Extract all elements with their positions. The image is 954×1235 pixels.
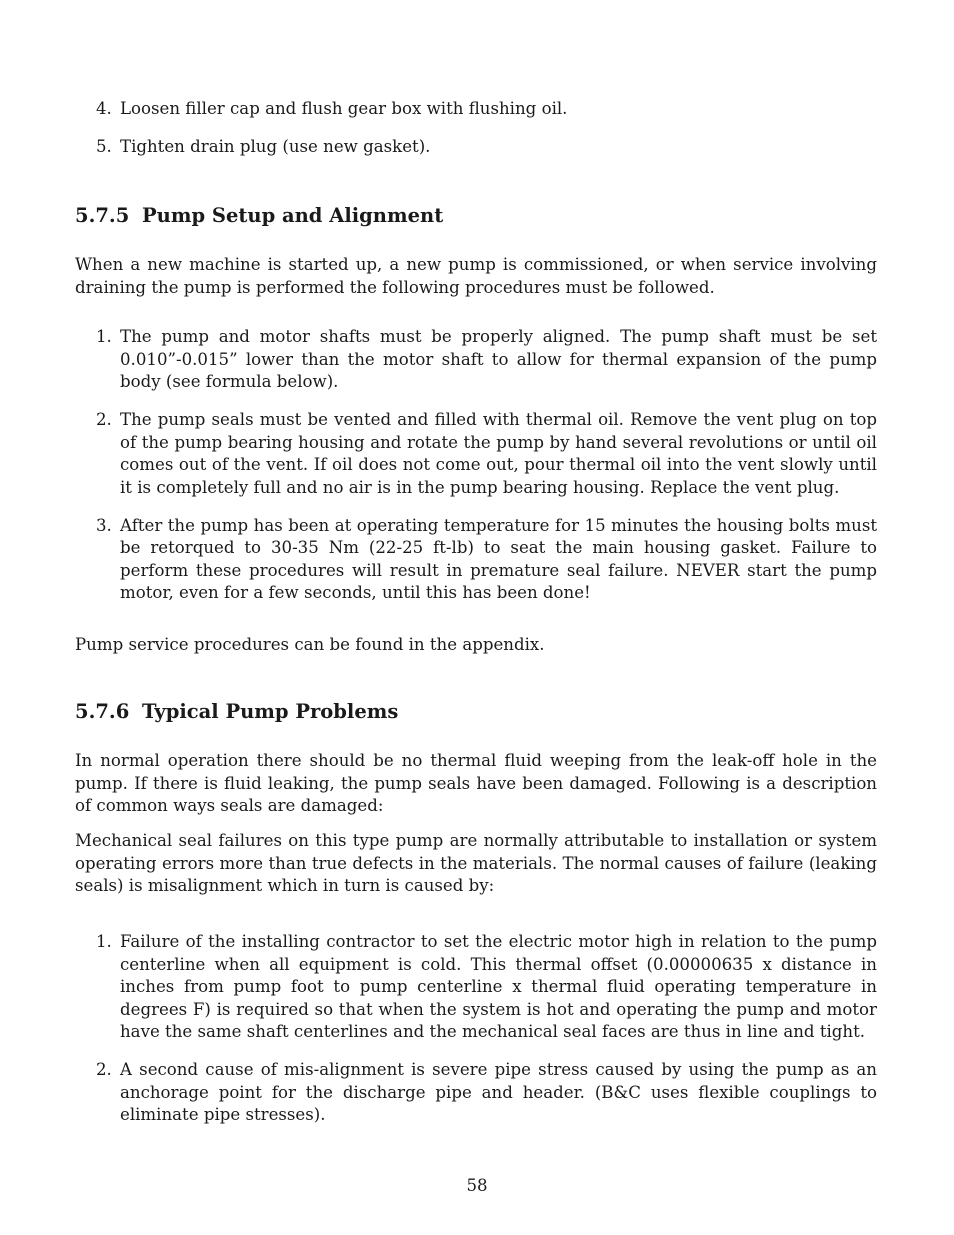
list-item-number: 3. bbox=[96, 515, 112, 535]
section-number: 5.7.5 bbox=[75, 204, 130, 227]
list-item-number: 4. bbox=[96, 99, 112, 118]
section-number: 5.7.6 bbox=[75, 700, 130, 723]
setup-procedure-list bbox=[75, 326, 877, 605]
list-item-text: Tighten drain plug (use new gasket). bbox=[120, 137, 431, 156]
section-title: Pump Setup and Alignment bbox=[142, 204, 444, 227]
list-item-text: Failure of the installing contractor to set the electric motor high in relation to the pump centerline when all equipment is cold. This thermal offset (0.00000635 x distance in inches from pump foot to pump centerline x thermal fluid operating temperature in degrees F) is required so that when the system is hot and operating the pump and motor have the same shaft centerlines and the mechanical seal faces are thus in line and tight. bbox=[120, 932, 877, 1041]
list-item bbox=[75, 409, 877, 499]
normal-operation-paragraph: In normal operation there should be no thermal fluid weeping from the leak-off hole in the pump. If there is fluid leaking, the pump seals have been damaged. Following is a description of common ways seals are damaged: bbox=[75, 751, 877, 815]
list-item-number: 1. bbox=[96, 932, 112, 951]
section-heading-5-7-6 bbox=[75, 700, 398, 724]
list-item-text: A second cause of mis-alignment is severe pipe stress caused by using the pump as an anchorage point for the discharge pipe and header. (B&C uses flexible couplings to eliminate pipe stresses). bbox=[120, 1060, 877, 1124]
list-item bbox=[75, 1059, 877, 1127]
misalignment-cause-list bbox=[75, 931, 877, 1127]
section-heading-5-7-5 bbox=[75, 204, 443, 228]
list-item-text: Loosen filler cap and flush gear box with flushing oil. bbox=[120, 99, 568, 118]
list-item bbox=[75, 931, 877, 1044]
list-item-number: 1. bbox=[96, 327, 112, 346]
list-item-text: The pump seals must be vented and filled with thermal oil. Remove the vent plug on top of the pump bearing housing and rotate the pump by hand several revolutions or until oil comes out of the vent. If oil does not come out, pour thermal oil into the vent slowly until it is completely full and no air is in the pump bearing housing. Replace the vent plug. bbox=[120, 410, 877, 497]
list-item-number: 5. bbox=[96, 137, 112, 156]
list-item-text: After the pump has been at operating temperature for 15 minutes the housing bolts must be retorqued to 30-35 Nm (22-25 ft-lb) to seat the main housing gasket. Failure to perform these procedures will result in premature seal failure. NEVER start the pump motor, even for a few seconds, until this has been done! bbox=[120, 515, 877, 602]
section-title: Typical Pump Problems bbox=[142, 700, 399, 723]
section-intro-paragraph: When a new machine is started up, a new pump is commissioned, or when service involving draining the pump is performed the following procedures must be followed. bbox=[75, 255, 877, 297]
list-item bbox=[75, 136, 877, 159]
list-item bbox=[75, 326, 877, 394]
list-item bbox=[75, 98, 877, 121]
appendix-note-paragraph: Pump service procedures can be found in the appendix. bbox=[75, 635, 545, 654]
seal-failure-paragraph: Mechanical seal failures on this type pump are normally attributable to installation or system operating errors more than true defects in the materials. The normal causes of failure (leaking seals) is misalignment which in turn is caused by: bbox=[75, 831, 877, 895]
list-item-number: 2. bbox=[96, 410, 112, 429]
page-number: 58 bbox=[466, 1176, 488, 1195]
top-step-list bbox=[75, 98, 877, 159]
list-item-number: 2. bbox=[96, 1060, 112, 1079]
list-item-text: The pump and motor shafts must be properly aligned. The pump shaft must be set 0.010”-0.015” lower than the motor shaft to allow for thermal expansion of the pump body (see formula below). bbox=[120, 327, 877, 391]
list-item bbox=[75, 515, 877, 605]
